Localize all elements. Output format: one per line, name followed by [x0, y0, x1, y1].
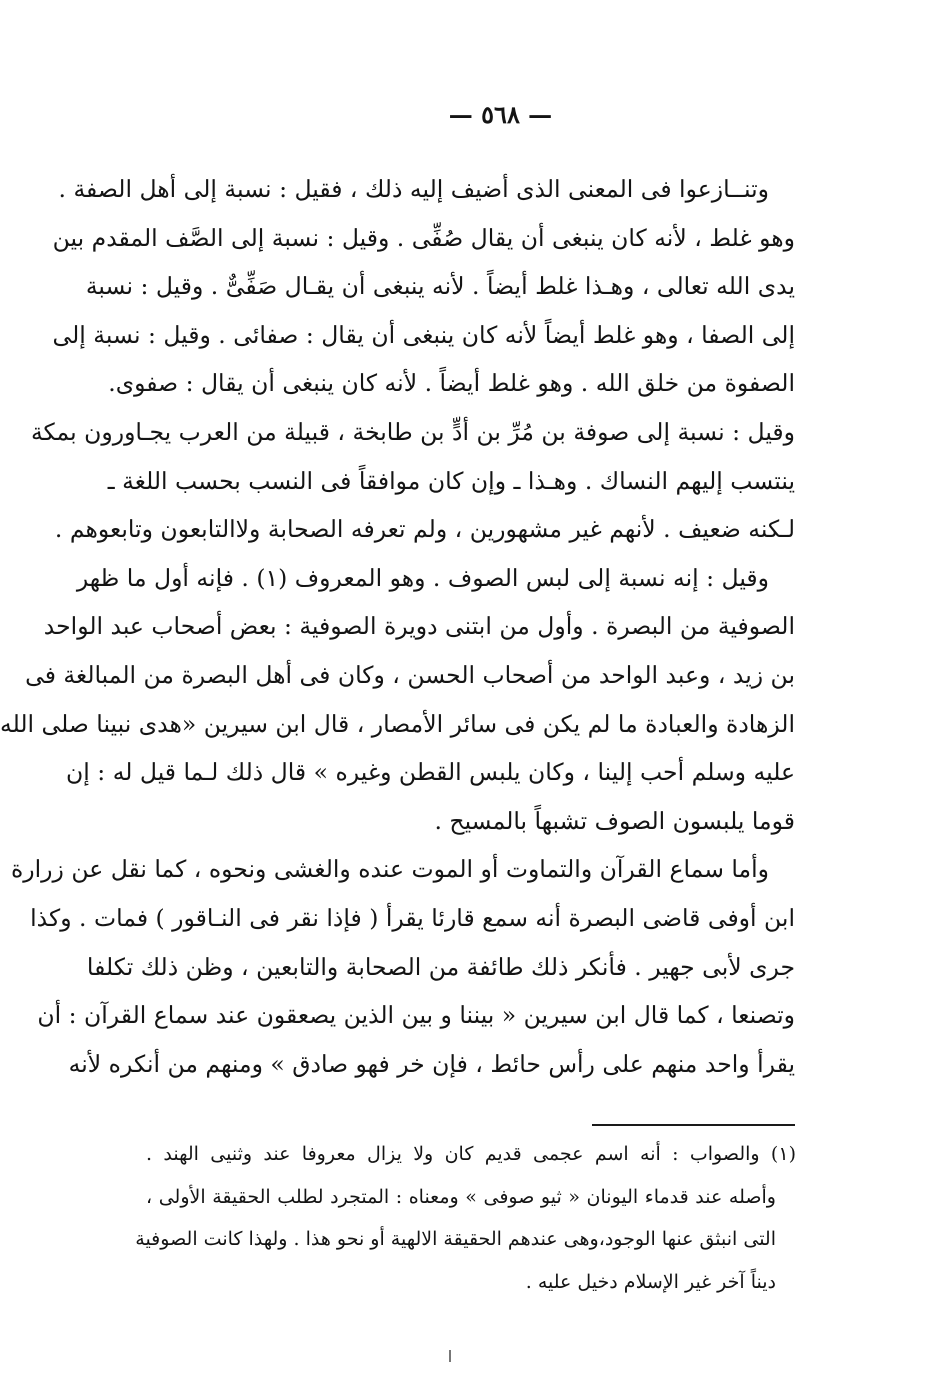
- body-text-line: لـكنه ضعيف . لأنهم غير مشهورين ، ولم تعرفه الصحابة ولاالتابعون وتابعوهم .: [54, 515, 795, 544]
- body-text-line: ابن أوفى قاضى البصرة أنه سمع قارئا يقرأ ( فإذا نقر فى النـاقور ) فمات . وكذا: [30, 903, 795, 932]
- footnote-line: التى انبثق عنها الوجود،وهى عندهم الحقيقة الالهية أو نحو هذا . ولهذا كانت الصوفية: [135, 1228, 776, 1250]
- page-number: — ٥٦٨ —: [448, 100, 553, 129]
- body-text-line: الصوفية من البصرة . وأول من ابتنى دويرة الصوفية : بعض أصحاب عبد الواحد: [43, 612, 795, 641]
- margin-mark: [449, 1350, 451, 1362]
- footnotes: [135, 1133, 796, 1303]
- body-text-line: الزهادة والعبادة ما لم يكن فى سائر الأمصار ، قال ابن سيرين «هدى نبينا صلى الله: [0, 709, 795, 738]
- body-text-line: إلى الصفا ، وهو غلط أيضاً لأنه كان ينبغى أن يقال : صفائى . وقيل : نسبة إلى: [52, 320, 795, 349]
- body-text-line: وتصنعا ، كما قال ابن سيرين « بيننا و بين الذين يصعقون عند سماع القرآن : أن: [37, 1001, 795, 1030]
- footnote-separator: [592, 1124, 795, 1126]
- footnote-line: ديناً آخر غير الإسلام دخيل عليه .: [525, 1270, 776, 1293]
- body-text-line: وهو غلط ، لأنه كان ينبغى أن يقال صُفِّى . وقيل : نسبة إلى الصَّف المقدم بين: [52, 223, 795, 252]
- body-text-line: وقيل : نسبة إلى صوفة بن مُرِّ بن أدٍّ بن طابخة ، قبيلة من العرب يجـاورون بمكة: [30, 417, 795, 446]
- body-text-line: الصفوة من خلق الله . وهو غلط أيضاً . لأنه كان ينبغى أن يقال : صفوى.: [108, 369, 795, 398]
- footnote-line: وأصله عند قدماء اليونان « ثيو صوفى » ومعناه : المتجرد لطلب الحقيقة الأولى ،: [146, 1185, 776, 1208]
- body-text-line: جرى لأبى جهير . فأنكر ذلك طائفة من الصحابة والتابعين ، وظن ذلك تكلفا: [86, 952, 795, 981]
- body-text-line: قوما يلبسون الصوف تشبهاً بالمسيح .: [434, 806, 795, 835]
- body-text-line: وتنــازعوا فى المعنى الذى أضيف إليه ذلك ، فقيل : نسبة إلى أهل الصفة .: [58, 175, 769, 203]
- body-text-line: وأما سماع القرآن والتماوت أو الموت عنده والغشى ونحوه ، كما نقل عن زرارة: [10, 855, 769, 884]
- body-text-line: يدى الله تعالى ، وهـذا غلط أيضاً . لأنه ينبغى أن يقـال صَفِّىٌّ . وقيل : نسبة: [85, 272, 795, 301]
- body-text-line: عليه وسلم أحب إلينا ، وكان يلبس القطن وغيره » قال ذلك لـما قيل له : إن: [66, 758, 795, 787]
- body-text-line: يقرأ واحد منهم على رأس حائط ، فإن خر فهو صادق » ومنهم من أنكره لأنه: [68, 1049, 795, 1078]
- body-text-line: بن زيد ، وعبد الواحد من أصحاب الحسن ، وكان فى أهل البصرة من المبالغة فى: [25, 660, 795, 689]
- footnote-line: (١) والصواب : أنه اسم عجمى قديم كان ولا يزال معروفا عند وثنيى الهند .: [146, 1143, 796, 1165]
- body-text-line: ينتسب إليهم النساك . وهـذا ـ وإن كان موافقاً فى النسب بحسب اللغة ـ: [107, 466, 795, 495]
- body-text: [0, 165, 795, 1088]
- body-text-line: وقيل : إنه نسبة إلى لبس الصوف . وهو المعروف (١) . فإنه أول ما ظهر: [76, 563, 769, 592]
